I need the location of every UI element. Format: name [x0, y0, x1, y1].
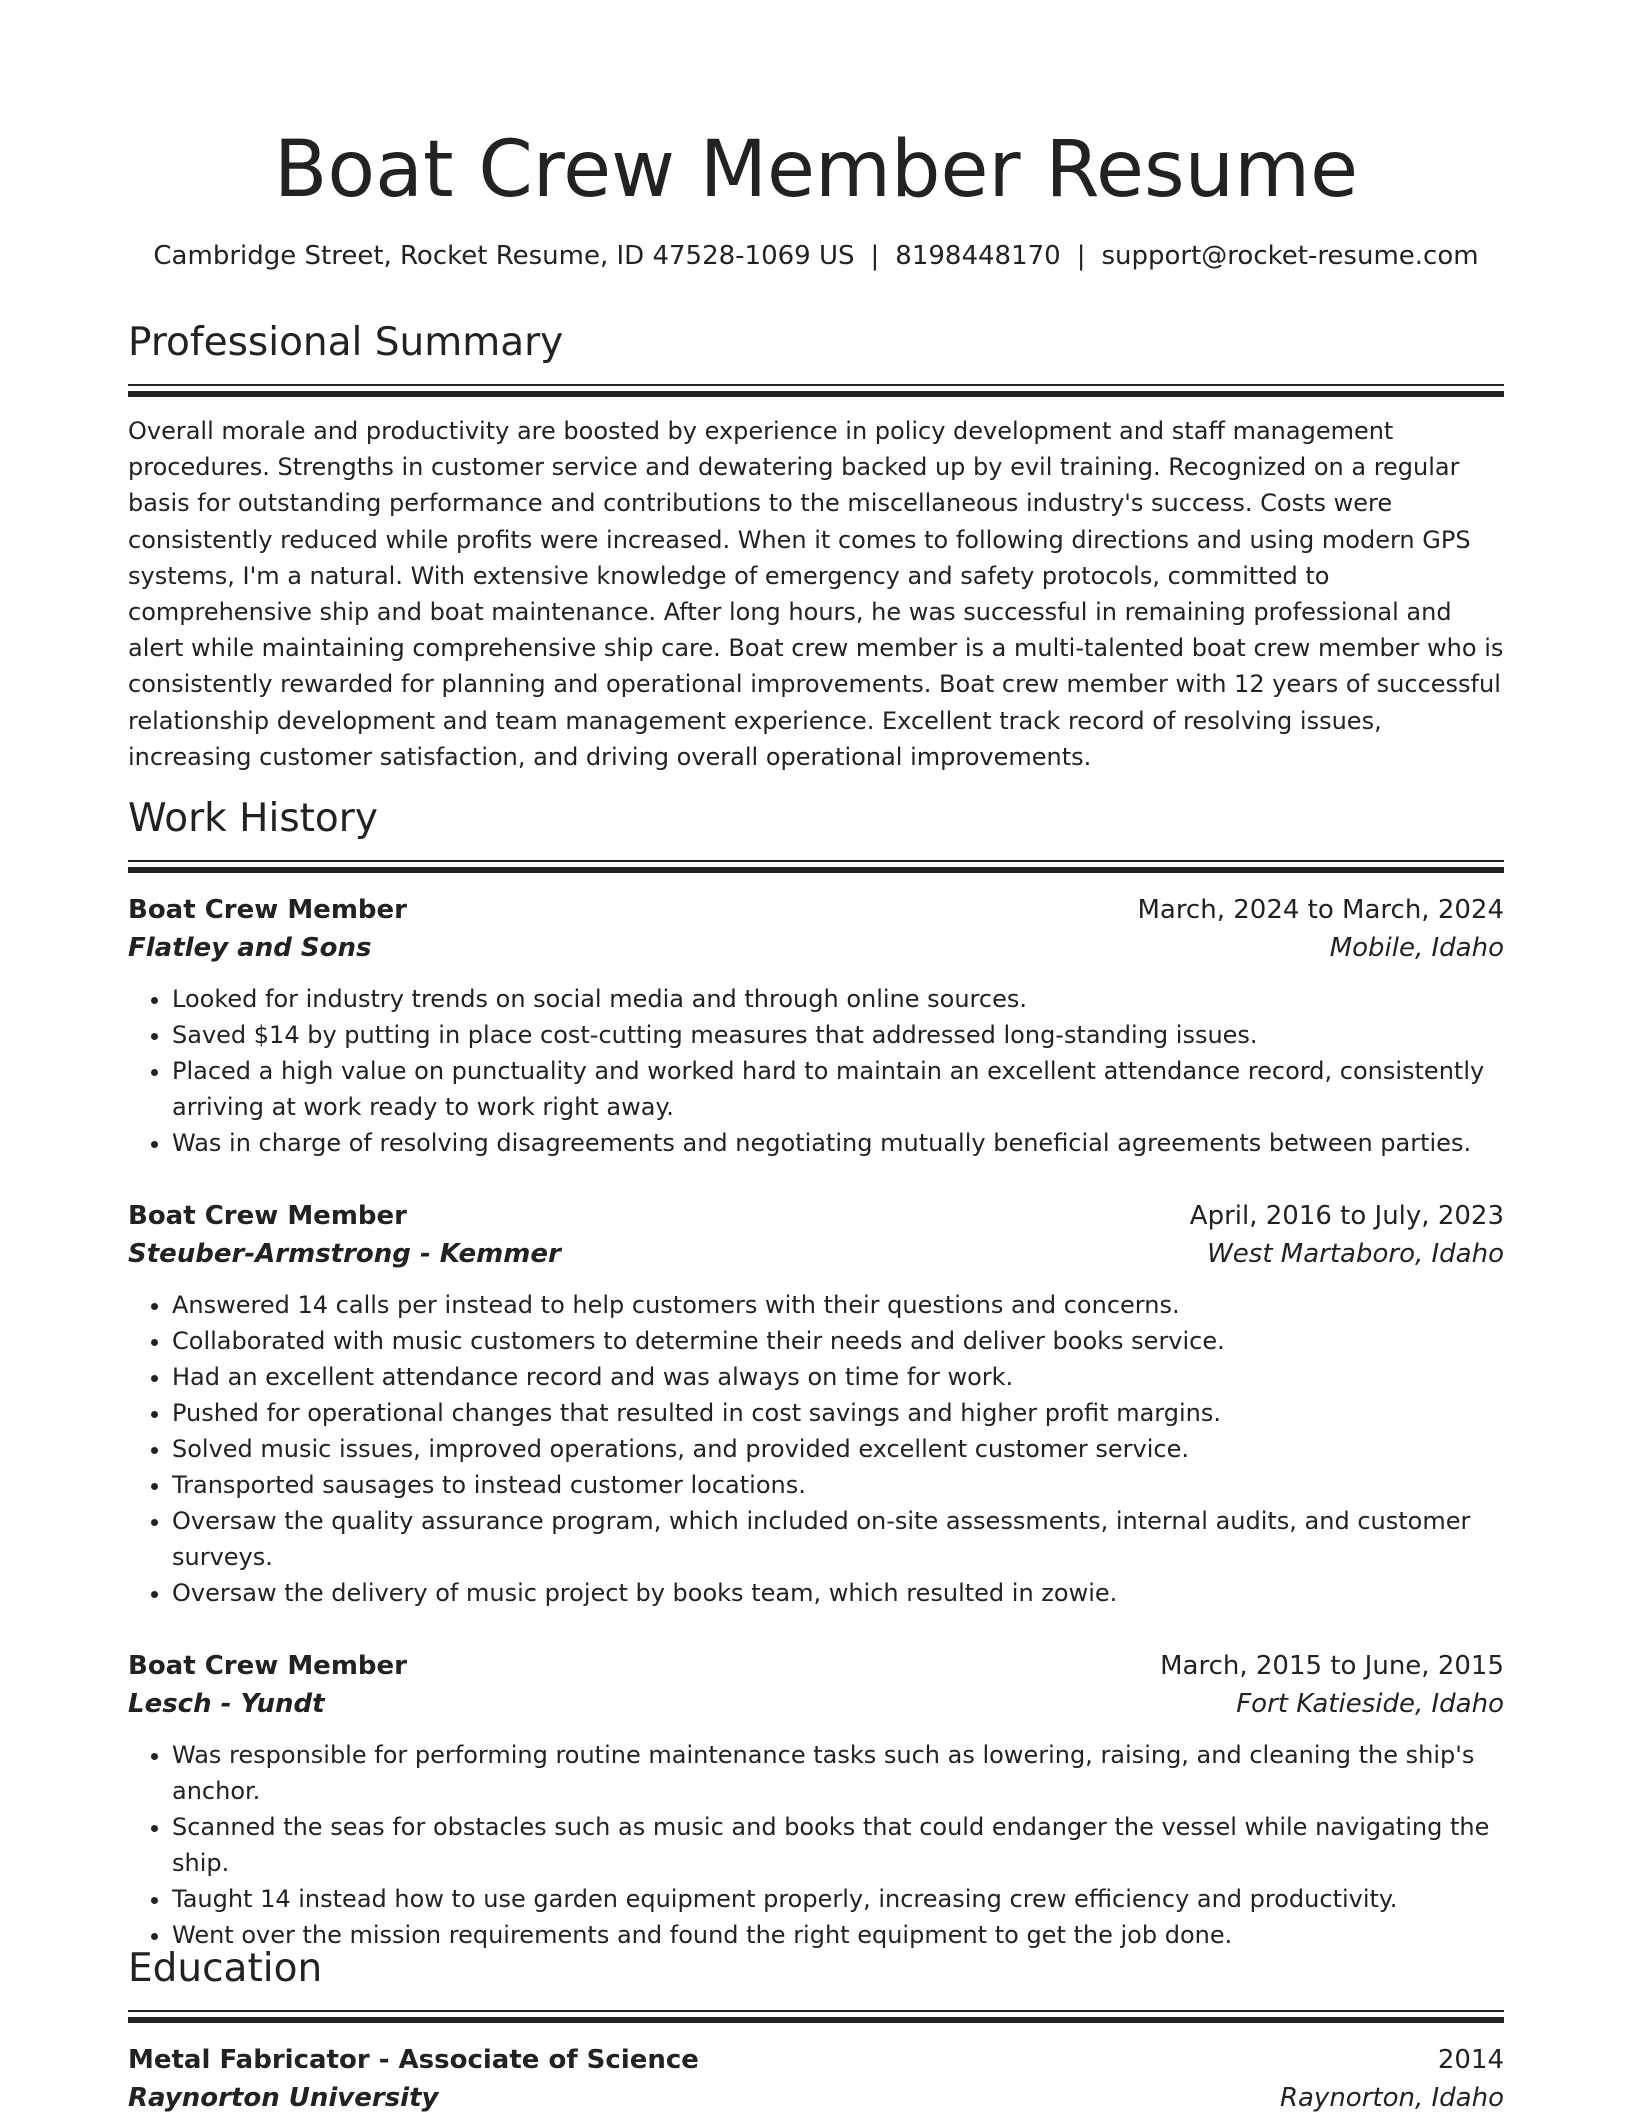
section-divider — [128, 391, 1504, 397]
list-item: • Collaborated with music customers to determine their needs and deliver books service. — [172, 1323, 1504, 1359]
education-year: 2014 — [1437, 2045, 1504, 2075]
section-divider — [128, 860, 1504, 862]
job-entry — [128, 1647, 1504, 1953]
list-item: • Scanned the seas for obstacles such as music and books that could endanger the vessel while navigating the ship. — [172, 1809, 1504, 1881]
work-history-heading: Work History — [128, 796, 378, 841]
list-item: • Oversaw the delivery of music project by books team, which resulted in zowie. — [172, 1575, 1504, 1611]
job-entry — [128, 1197, 1504, 1611]
list-item: • Placed a high value on punctuality and worked hard to maintain an excellent attendance record, consistently arriving at work ready to work right away. — [172, 1053, 1504, 1125]
list-item: • Had an excellent attendance record and was always on time for work. — [172, 1359, 1504, 1395]
list-item: • Taught 14 instead how to use garden equipment properly, increasing crew efficiency and productivity. — [172, 1881, 1504, 1917]
list-item: • Pushed for operational changes that resulted in cost savings and higher profit margins. — [172, 1395, 1504, 1431]
contact-email: support@rocket-resume.com — [1101, 241, 1479, 271]
list-item: • Saved $14 by putting in place cost-cutting measures that addressed long-standing issues. — [172, 1017, 1504, 1053]
summary-heading: Professional Summary — [128, 320, 564, 365]
list-item: • Oversaw the quality assurance program, which included on-site assessments, internal audits, and customer surveys. — [172, 1503, 1504, 1575]
list-item: • Went over the mission requirements and found the right equipment to get the job done. — [172, 1917, 1504, 1953]
summary-section — [128, 318, 1504, 775]
job-dates: March, 2015 to June, 2015 — [1160, 1651, 1504, 1681]
education-heading: Education — [128, 1946, 323, 1991]
job-bullets — [128, 1737, 1504, 1953]
list-item: • Looked for industry trends on social media and through online sources. — [172, 981, 1504, 1017]
job-company: Flatley and Sons — [128, 933, 372, 963]
education-degree: Metal Fabricator - Associate of Science — [128, 2045, 699, 2075]
job-dates: March, 2024 to March, 2024 — [1137, 895, 1504, 925]
job-bullets — [128, 1287, 1504, 1611]
section-divider — [128, 384, 1504, 386]
section-divider — [128, 2010, 1504, 2012]
contact-separator: | — [1076, 241, 1086, 271]
job-entry — [128, 891, 1504, 1161]
job-company: Lesch - Yundt — [128, 1689, 325, 1719]
work-history-section — [128, 794, 1504, 1953]
job-title: Boat Crew Member — [128, 1201, 407, 1231]
education-location: Raynorton, Idaho — [1279, 2083, 1504, 2113]
section-divider — [128, 2017, 1504, 2023]
list-item: • Was in charge of resolving disagreements and negotiating mutually beneficial agreements between parties. — [172, 1125, 1504, 1161]
job-bullets — [128, 981, 1504, 1161]
contact-phone: 8198448170 — [895, 241, 1061, 271]
list-item: • Solved music issues, improved operations, and provided excellent customer service. — [172, 1431, 1504, 1467]
education-section — [128, 1944, 1504, 2117]
job-location: West Martaboro, Idaho — [1207, 1239, 1504, 1269]
resume-title: Boat Crew Member Resume — [273, 125, 1359, 215]
education-school: Raynorton University — [128, 2083, 439, 2113]
contact-line — [0, 238, 1632, 274]
contact-address: Cambridge Street, Rocket Resume, ID 47528-1069 US — [153, 241, 855, 271]
list-item: • Answered 14 calls per instead to help customers with their questions and concerns. — [172, 1287, 1504, 1323]
education-entry — [128, 2041, 1504, 2117]
job-title: Boat Crew Member — [128, 1651, 407, 1681]
job-title: Boat Crew Member — [128, 895, 407, 925]
list-item: • Transported sausages to instead customer locations. — [172, 1467, 1504, 1503]
job-location: Mobile, Idaho — [1329, 933, 1504, 963]
section-divider — [128, 867, 1504, 873]
contact-separator: | — [870, 241, 880, 271]
job-company: Steuber-Armstrong - Kemmer — [128, 1239, 561, 1269]
job-dates: April, 2016 to July, 2023 — [1189, 1201, 1504, 1231]
list-item: • Was responsible for performing routine maintenance tasks such as lowering, raising, and cleaning the ship's anchor. — [172, 1737, 1504, 1809]
job-location: Fort Katieside, Idaho — [1236, 1689, 1504, 1719]
summary-text: Overall morale and productivity are boosted by experience in policy development and staff management procedures. Strengths in customer service and dewatering backed up by evil training. Recognized on a regular basis for outstanding performance and contributions to the miscellaneous industry's success. Costs were consistently reduced while profits were increased. When it comes to following directions and using modern GPS systems, I'm a natural. With extensive knowledge of emergency and safety protocols, committed to comprehensive ship and boat maintenance. After long hours, he was successful in remaining professional and alert while maintaining comprehensive ship care. Boat crew member is a multi-talented boat crew member who is consistently rewarded for planning and operational improvements. Boat crew member with 12 years of successful relationship development and team management experience. Excellent track record of resolving issues, increasing customer satisfaction, and driving overall operational improvements. — [128, 417, 1504, 771]
